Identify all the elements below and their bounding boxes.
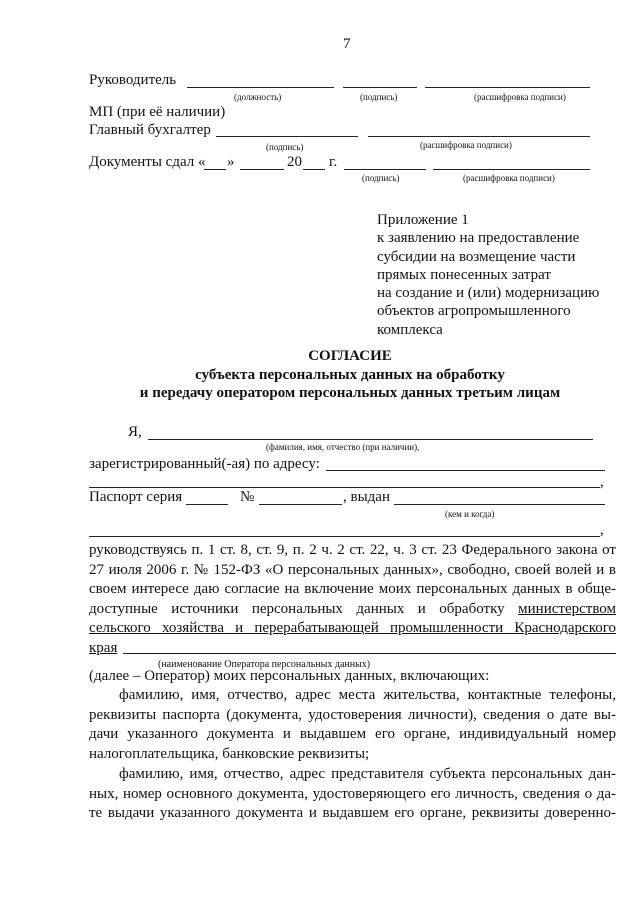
paragraph-line: фамилию, имя, отчество, адрес места жительства, контактные телефоны,	[119, 687, 616, 703]
paragraph-line: ных, номер основного документа, удостоверяющего его личность, сведения о да-	[89, 785, 616, 802]
registered-label: зарегистрированный(-ая) по адресу:	[89, 456, 320, 472]
ministry-line-3	[89, 639, 616, 659]
passport-label: Паспорт серия	[89, 489, 183, 505]
paragraph-1	[89, 686, 616, 764]
accountant-decode-line[interactable]	[368, 136, 590, 137]
appendix-line: объектов агропромышленного	[377, 303, 571, 320]
docs-month-line[interactable]	[240, 169, 284, 170]
position-hint: (должность)	[234, 92, 282, 102]
ya-label: Я,	[128, 424, 142, 440]
accountant-decode-hint: (расшифровка подписи)	[420, 140, 512, 150]
appendix-line: комплекса	[377, 321, 443, 338]
decode-hint: (расшифровка подписи)	[474, 92, 566, 102]
body-line	[89, 600, 616, 620]
accountant-signature-hint: (подпись)	[266, 142, 304, 152]
appendix-block	[377, 211, 599, 339]
docs-decode-line[interactable]	[433, 169, 590, 170]
passport-number-label: №	[240, 489, 255, 505]
paragraph-line: те выдачи указанного документа и выдавшем его органе, реквизиты доверенно-	[89, 805, 616, 821]
issued-line[interactable]	[394, 504, 605, 505]
docs-year-prefix: 20	[287, 154, 302, 170]
docs-year-suffix: г.	[329, 154, 338, 170]
head-decode-line[interactable]	[425, 87, 590, 88]
head-label: Руководитель	[89, 72, 177, 88]
paragraph-line: фамилию, имя, отчество, адрес представителя субъекта персональных дан-	[119, 766, 616, 782]
paragraph-line: дачи указанного документа и выдавшем его органе, индивидуальный номер	[89, 726, 616, 742]
docs-decode-hint: (расшифровка подписи)	[463, 173, 555, 183]
mp-label: МП (при её наличии)	[89, 104, 226, 120]
docs-year-line[interactable]	[303, 169, 325, 170]
fio-hint: (фамилия, имя, отчество (при наличии),	[266, 442, 420, 452]
body-line: руководствуясь п. 1 ст. 8, ст. 9, п. 2 ч. 2 ст. 22, ч. 3 ст. 23 Федерального закона от	[89, 542, 616, 558]
ministry-name-part3: края	[89, 639, 118, 656]
issued-line-2[interactable]	[89, 536, 600, 537]
appendix-line: на создание и (или) модернизацию	[377, 285, 600, 302]
operator-hint: (наименование Оператора персональных данных)	[158, 659, 371, 670]
document-subtitle-2: и передачу оператором персональных данных третьим лицам	[139, 385, 561, 401]
ministry-name-part2: сельского хозяйства и перерабатывающей промышленности Краснодарского	[89, 620, 616, 636]
address-line[interactable]	[326, 470, 605, 471]
paragraph-line: реквизиты паспорта (документа, удостоверения личности), сведения о дате вы-	[89, 706, 616, 723]
docs-signature-line[interactable]	[344, 169, 426, 170]
fio-line[interactable]	[148, 439, 593, 440]
docs-quote-close: »	[227, 154, 235, 170]
appendix-line: субсидии на возмещение части	[377, 248, 576, 265]
paragraph-2	[89, 765, 616, 824]
appendix-line: прямых понесенных затрат	[377, 266, 551, 283]
accountant-label: Главный бухгалтер	[89, 122, 211, 138]
body-line: своем интересе даю согласие на включение моих персональных данных в обще-	[89, 581, 616, 597]
head-signature-line[interactable]	[343, 87, 417, 88]
document-title: СОГЛАСИЕ	[308, 348, 392, 364]
issued-comma: ,	[600, 522, 604, 538]
ministry-name-part1: министерством	[518, 600, 617, 617]
passport-number-line[interactable]	[259, 504, 342, 505]
docs-day-line[interactable]	[204, 169, 226, 170]
document-subtitle-1: субъекта персональных данных на обработку	[195, 367, 505, 383]
docs-signature-hint: (подпись)	[362, 173, 400, 183]
signature-hint: (подпись)	[360, 92, 398, 102]
paragraph-line: налогоплательщика, банковские реквизиты;	[89, 745, 370, 762]
appendix-line: Приложение 1	[377, 212, 469, 228]
issued-hint: (кем и когда)	[445, 509, 495, 519]
body-text	[89, 541, 616, 658]
docs-label: Документы сдал «	[89, 154, 206, 170]
address-line-2[interactable]	[89, 487, 600, 488]
appendix-line: к заявлению на предоставление	[377, 230, 580, 247]
position-line[interactable]	[187, 87, 334, 88]
accountant-signature-line[interactable]	[216, 136, 358, 137]
passport-series-line[interactable]	[186, 504, 228, 505]
address-comma: ,	[600, 474, 604, 490]
operator-line[interactable]	[123, 653, 616, 654]
after-operator: (далее – Оператор) моих персональных данных, включающих:	[89, 668, 490, 684]
issued-label: , выдан	[343, 489, 390, 505]
page-number: 7	[343, 36, 351, 52]
body-line: 27 июля 2006 г. № 152-ФЗ «О персональных данных», свободно, своей волей и в	[89, 561, 616, 578]
body-line-text: доступные источники персональных данных и обработку	[89, 600, 505, 617]
